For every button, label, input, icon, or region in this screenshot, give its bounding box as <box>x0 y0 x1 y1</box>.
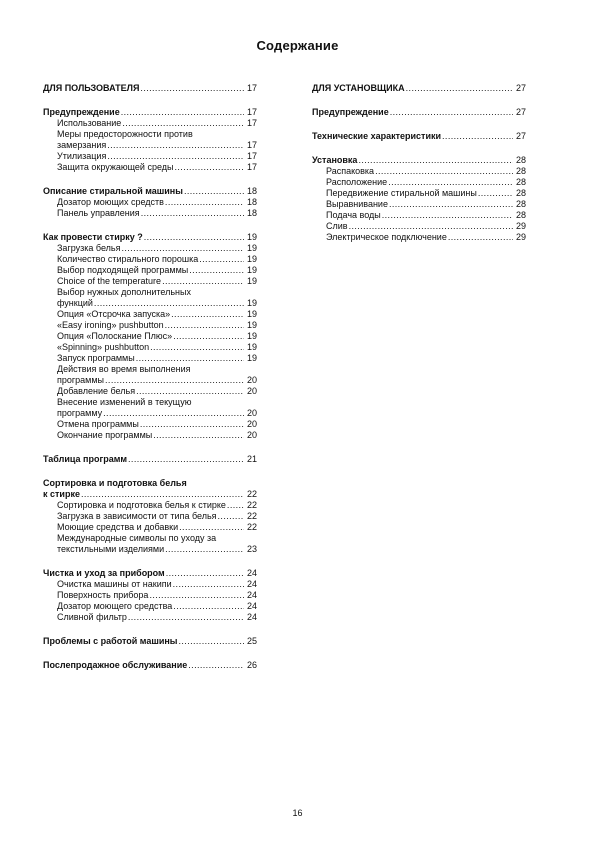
toc-leader-dots <box>81 489 244 500</box>
toc-item-text: Технические характеристики <box>312 131 442 141</box>
toc-page-number: 24 <box>246 579 257 589</box>
toc-item-text: Choice of the temperature <box>57 276 162 286</box>
toc-item[interactable] <box>43 500 257 511</box>
toc-gap <box>43 219 257 232</box>
toc-leader-dots <box>166 568 244 579</box>
toc-item-text: программу <box>57 408 103 418</box>
toc-item[interactable] <box>43 590 257 601</box>
toc-item-text-line: Внесение изменений в текущую <box>57 397 192 407</box>
toc-heading[interactable] <box>312 155 526 166</box>
toc-page-number: 20 <box>246 375 257 385</box>
toc-item-text: Добавление белья <box>57 386 136 396</box>
toc-leader-dots <box>406 83 513 94</box>
toc-page-number: 22 <box>246 489 257 499</box>
toc-page-number: 19 <box>246 254 257 264</box>
toc-item-text: Утилизация <box>57 151 107 161</box>
toc-page-number: 27 <box>515 107 526 117</box>
toc-item-text: Использование <box>57 118 122 128</box>
toc-item[interactable] <box>43 320 257 331</box>
toc-leader-dots <box>107 140 244 151</box>
toc-page-number: 28 <box>515 188 526 198</box>
toc-leader-dots <box>103 408 244 419</box>
toc-leader-dots <box>122 118 244 129</box>
toc-leader-dots <box>121 243 244 254</box>
toc-item-text: программы <box>57 375 105 385</box>
toc-item-text: Установка <box>312 155 358 165</box>
toc-heading[interactable] <box>43 186 257 197</box>
toc-leader-dots <box>171 309 244 320</box>
toc-page-number: 29 <box>515 232 526 242</box>
toc-item-text-line: Международные символы по уходу за <box>57 533 217 543</box>
toc-leader-dots <box>179 522 244 533</box>
toc-page-number: 19 <box>246 320 257 330</box>
toc-page-number: 22 <box>246 511 257 521</box>
toc-page-number: 20 <box>246 408 257 418</box>
toc-item-text: Дозатор моющего средства <box>57 601 173 611</box>
toc-page-number: 19 <box>246 342 257 352</box>
toc-item[interactable] <box>43 511 257 522</box>
toc-item[interactable] <box>43 309 257 320</box>
toc-page-number: 17 <box>246 118 257 128</box>
toc-item-text: Предупреждение <box>312 107 389 117</box>
toc-item-text: Загрузка белья <box>57 243 121 253</box>
toc-leader-dots <box>107 151 244 162</box>
toc-page-number: 23 <box>246 544 257 554</box>
toc-page-number: 19 <box>246 232 257 242</box>
toc-gap <box>43 647 257 660</box>
toc-gap <box>312 94 526 107</box>
toc-item[interactable] <box>43 276 257 287</box>
toc-item-text: «Easy ironing» pushbutton <box>57 320 164 330</box>
toc-heading[interactable] <box>43 232 257 243</box>
toc-item-text: Дозатор моющих средств <box>57 197 164 207</box>
toc-page-number: 28 <box>515 166 526 176</box>
toc-item[interactable] <box>43 243 257 254</box>
toc-item-text: Электрическое подключение <box>326 232 447 242</box>
toc-item-text: функций <box>57 298 93 308</box>
toc-item[interactable] <box>43 265 257 276</box>
toc-item-text: Распаковка <box>326 166 375 176</box>
toc-item[interactable] <box>43 364 257 386</box>
toc-item[interactable] <box>312 177 526 188</box>
toc-heading[interactable] <box>312 131 526 142</box>
toc-page-number: 25 <box>246 636 257 646</box>
toc-heading[interactable] <box>43 568 257 579</box>
toc-leader-dots <box>94 298 244 309</box>
toc-item-text: замерзания <box>57 140 107 150</box>
toc-leader-dots <box>173 579 244 590</box>
toc-gap <box>43 94 257 107</box>
toc-page-number: 18 <box>246 186 257 196</box>
toc-page-number: 17 <box>246 107 257 117</box>
toc-item[interactable] <box>43 208 257 219</box>
toc-page-number: 28 <box>515 155 526 165</box>
toc-heading[interactable] <box>43 83 257 94</box>
toc-leader-dots <box>121 107 244 118</box>
toc-heading[interactable] <box>43 636 257 647</box>
toc-leader-dots <box>173 601 244 612</box>
toc-page-number: 19 <box>246 276 257 286</box>
toc-leader-dots <box>128 454 244 465</box>
toc-leader-dots <box>184 186 244 197</box>
toc-column-right <box>312 83 526 243</box>
toc-item[interactable] <box>43 430 257 441</box>
toc-item-text-line: Сортировка и подготовка белья <box>43 478 187 488</box>
toc-page-number: 22 <box>246 500 257 510</box>
toc-leader-dots <box>199 254 244 265</box>
toc-item-text: Послепродажное обслуживание <box>43 660 188 670</box>
toc-page-number: 19 <box>246 298 257 308</box>
toc-item-text: Моющие средства и добавки <box>57 522 179 532</box>
toc-page-number: 19 <box>246 331 257 341</box>
toc-item[interactable] <box>43 353 257 364</box>
toc-item-text: Описание стиральной машины <box>43 186 183 196</box>
toc-item-text: Таблица программ <box>43 454 128 464</box>
toc-leader-dots <box>165 197 244 208</box>
toc-leader-dots <box>478 188 513 199</box>
toc-item[interactable] <box>43 612 257 623</box>
toc-leader-dots <box>149 590 244 601</box>
toc-item-text-line: Действия во время выполнения <box>57 364 191 374</box>
toc-item[interactable] <box>43 197 257 208</box>
toc-leader-dots <box>136 386 244 397</box>
toc-item-text: Запуск программы <box>57 353 135 363</box>
toc-gap <box>312 118 526 131</box>
toc-page-number: 17 <box>246 162 257 172</box>
toc-page-number: 27 <box>515 131 526 141</box>
toc-page-number: 19 <box>246 243 257 253</box>
toc-page-number: 19 <box>246 353 257 363</box>
toc-item[interactable] <box>43 522 257 533</box>
toc-item[interactable] <box>312 199 526 210</box>
toc-leader-dots <box>179 636 245 647</box>
toc-item-text: Сливной фильтр <box>57 612 127 622</box>
toc-gap <box>312 142 526 155</box>
toc-leader-dots <box>227 500 244 511</box>
toc-page-number: 24 <box>246 590 257 600</box>
toc-leader-dots <box>173 331 244 342</box>
toc-item-text: Слив <box>326 221 348 231</box>
toc-item[interactable] <box>43 118 257 129</box>
toc-item-text: Панель управления <box>57 208 140 218</box>
toc-leader-dots <box>144 232 244 243</box>
toc-heading[interactable] <box>312 107 526 118</box>
toc-page-number: 26 <box>246 660 257 670</box>
toc-item[interactable] <box>43 579 257 590</box>
toc-leader-dots <box>141 208 244 219</box>
toc-leader-dots <box>218 511 244 522</box>
toc-item[interactable] <box>312 210 526 221</box>
toc-item-text: Очистка машины от накипи <box>57 579 172 589</box>
page-number: 16 <box>292 808 303 818</box>
toc-item-text: Сортировка и подготовка белья к стирке <box>57 500 226 510</box>
toc-item[interactable] <box>43 419 257 430</box>
toc-item-text: Чистка и уход за прибором <box>43 568 165 578</box>
toc-heading[interactable] <box>43 454 257 465</box>
toc-page-number: 28 <box>515 199 526 209</box>
toc-leader-dots <box>153 430 244 441</box>
toc-item-text: Расположение <box>326 177 388 187</box>
toc-leader-dots <box>165 320 244 331</box>
toc-page-number: 29 <box>515 221 526 231</box>
toc-item-text: Проблемы с работой машины <box>43 636 178 646</box>
toc-leader-dots <box>388 177 513 188</box>
toc-gap <box>43 173 257 186</box>
toc-item[interactable] <box>312 221 526 232</box>
toc-item[interactable] <box>312 166 526 177</box>
toc-item[interactable] <box>43 162 257 173</box>
toc-item-text: «Spinning» pushbutton <box>57 342 150 352</box>
toc-heading[interactable] <box>43 660 257 671</box>
toc-column-left <box>43 83 257 671</box>
toc-item[interactable] <box>43 287 257 309</box>
toc-item-text: Как провести стирку ? <box>43 232 143 242</box>
toc-leader-dots <box>448 232 513 243</box>
toc-leader-dots <box>140 419 244 430</box>
toc-leader-dots <box>165 544 244 555</box>
toc-item-text: Количество стирального порошка <box>57 254 199 264</box>
toc-item-text-line: Меры предосторожности против <box>57 129 193 139</box>
toc-leader-dots <box>140 83 244 94</box>
toc-item-text: Загрузка в зависимости от типа белья <box>57 511 217 521</box>
toc-page-number: 24 <box>246 568 257 578</box>
toc-item[interactable] <box>43 342 257 353</box>
toc-leader-dots <box>375 166 513 177</box>
toc-leader-dots <box>189 265 244 276</box>
toc-leader-dots <box>349 221 513 232</box>
toc-item-text: Передвижение стиральной машины <box>326 188 477 198</box>
toc-item-text: Выбор подходящей программы <box>57 265 189 275</box>
toc-item[interactable] <box>43 397 257 419</box>
toc-page-number: 20 <box>246 386 257 396</box>
toc-item-text: к стирке <box>43 489 80 499</box>
toc-item[interactable] <box>43 254 257 265</box>
toc-gap <box>43 465 257 478</box>
toc-item[interactable] <box>43 386 257 397</box>
toc-item-text: Предупреждение <box>43 107 120 117</box>
toc-leader-dots <box>162 276 244 287</box>
toc-leader-dots <box>358 155 513 166</box>
toc-leader-dots <box>175 162 245 173</box>
toc-gap <box>43 555 257 568</box>
toc-item-text: текстильными изделиями <box>57 544 165 554</box>
toc-item[interactable] <box>312 188 526 199</box>
toc-item-text: Опция «Полоскание Плюс» <box>57 331 173 341</box>
toc-page-number: 18 <box>246 208 257 218</box>
toc-item[interactable] <box>43 151 257 162</box>
toc-page-number: 20 <box>246 419 257 429</box>
toc-page-number: 17 <box>246 140 257 150</box>
toc-item-text: Опция «Отсрочка запуска» <box>57 309 171 319</box>
toc-page-number: 24 <box>246 601 257 611</box>
toc-heading[interactable] <box>43 478 257 500</box>
toc-item-text: Окончание программы <box>57 430 153 440</box>
toc-item-text: Поверхность прибора <box>57 590 149 600</box>
toc-page-number: 21 <box>246 454 257 464</box>
toc-page-number: 28 <box>515 177 526 187</box>
toc-heading[interactable] <box>43 107 257 118</box>
toc-page-number: 24 <box>246 612 257 622</box>
page-title: Содержание <box>256 38 339 53</box>
toc-gap <box>43 623 257 636</box>
toc-leader-dots <box>128 612 244 623</box>
toc-item[interactable] <box>43 331 257 342</box>
toc-item-text-line: Выбор нужных дополнительных <box>57 287 191 297</box>
toc-leader-dots <box>105 375 244 386</box>
toc-item-text: Выравнивание <box>326 199 388 209</box>
toc-page-number: 18 <box>246 197 257 207</box>
toc-item[interactable] <box>312 232 526 243</box>
toc-item[interactable] <box>43 129 257 151</box>
toc-gap <box>43 441 257 454</box>
toc-page-number: 17 <box>246 83 257 93</box>
toc-leader-dots <box>382 210 513 221</box>
toc-item-text: ДЛЯ ПОЛЬЗОВАТЕЛЯ <box>43 83 140 93</box>
toc-item-text: ДЛЯ УСТАНОВЩИКА <box>312 83 405 93</box>
toc-item-text: Подача воды <box>326 210 381 220</box>
toc-leader-dots <box>442 131 513 142</box>
toc-page-number: 20 <box>246 430 257 440</box>
toc-leader-dots <box>390 107 513 118</box>
toc-page-number: 28 <box>515 210 526 220</box>
toc-item-text: Защита окружающей среды <box>57 162 174 172</box>
toc-heading[interactable] <box>312 83 526 94</box>
toc-item[interactable] <box>43 533 257 555</box>
toc-leader-dots <box>389 199 513 210</box>
toc-page-number: 27 <box>515 83 526 93</box>
toc-page-number: 22 <box>246 522 257 532</box>
toc-leader-dots <box>188 660 244 671</box>
toc-leader-dots <box>136 353 244 364</box>
toc-page-number: 17 <box>246 151 257 161</box>
toc-page-number: 19 <box>246 309 257 319</box>
toc-item[interactable] <box>43 601 257 612</box>
toc-item-text: Отмена программы <box>57 419 139 429</box>
toc-page-number: 19 <box>246 265 257 275</box>
toc-leader-dots <box>150 342 244 353</box>
